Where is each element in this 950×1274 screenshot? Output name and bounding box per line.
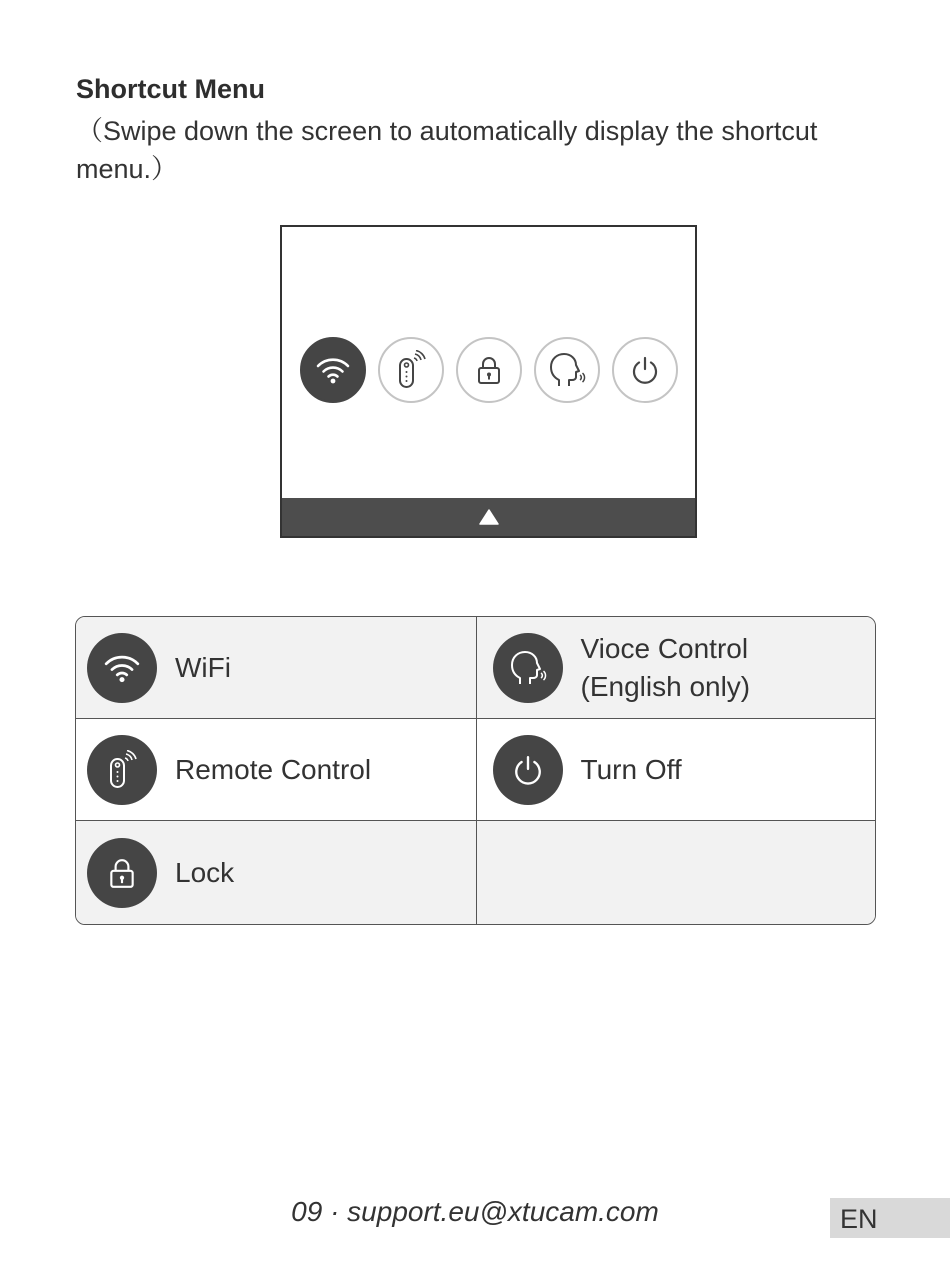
legend-row — [76, 821, 875, 925]
wifi-icon — [87, 633, 157, 703]
legend-label-voice — [581, 630, 751, 706]
swipe-bar[interactable] — [282, 498, 695, 536]
legend-cell-empty — [476, 821, 876, 925]
legend-cell-wifi — [76, 617, 476, 718]
legend-row — [76, 719, 875, 821]
legend-label-lock: Lock — [175, 857, 235, 888]
legend-cell-turn-off — [476, 719, 876, 820]
legend-row — [76, 617, 875, 719]
legend-cell-lock — [76, 821, 476, 925]
legend-cell-voice — [476, 617, 876, 718]
legend-label-voice-line2: (English only) — [580, 670, 751, 702]
legend-label-voice-line1: Vioce Control — [580, 632, 749, 664]
power-icon — [630, 355, 660, 385]
legend-cell-remote — [76, 719, 476, 820]
section-heading: Shortcut Menu — [76, 74, 265, 104]
shortcut-icon-row — [300, 337, 678, 403]
lock-icon — [476, 355, 502, 385]
legend-label-wifi: WiFi — [175, 651, 231, 683]
remote-control-icon — [394, 350, 428, 390]
shortcut-voice-button[interactable] — [534, 337, 600, 403]
wifi-icon — [315, 355, 351, 385]
legend-label-remote: Remote Control — [175, 753, 372, 785]
page-footer: 09 · support.eu@xtucam.com — [291, 1196, 659, 1227]
language-tab: EN — [830, 1198, 950, 1238]
triangle-up-icon — [479, 509, 499, 525]
power-icon — [493, 735, 563, 805]
shortcut-power-button[interactable] — [612, 337, 678, 403]
voice-control-icon — [493, 633, 563, 703]
device-screen-illustration — [280, 225, 697, 538]
shortcut-lock-button[interactable] — [456, 337, 522, 403]
section-subtitle: （Swipe down the screen to automatically display the shortcut menu.） — [76, 116, 818, 184]
remote-control-icon — [87, 735, 157, 805]
legend-label-turn-off: Turn Off — [580, 753, 682, 785]
lock-icon — [87, 838, 157, 908]
shortcut-remote-button[interactable] — [378, 337, 444, 403]
voice-control-icon — [547, 350, 587, 390]
shortcut-legend-table — [75, 616, 876, 925]
shortcut-wifi-button[interactable] — [300, 337, 366, 403]
